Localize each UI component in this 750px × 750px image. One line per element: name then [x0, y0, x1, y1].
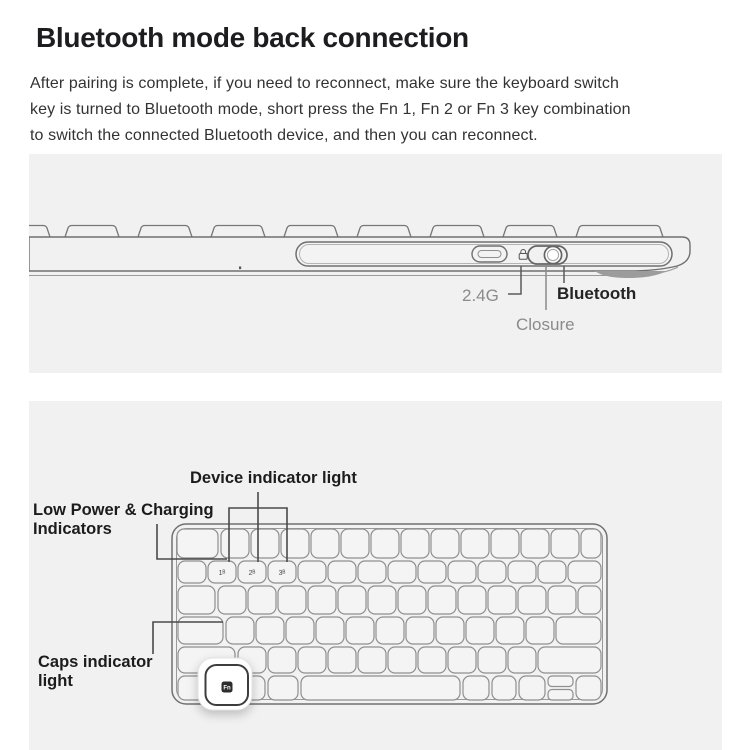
key	[538, 647, 601, 673]
fn-key-callout	[198, 658, 252, 710]
key-arrow-half	[548, 690, 573, 701]
key-label-device-3: 3ᴮ	[278, 570, 286, 577]
key	[461, 529, 489, 558]
key	[178, 586, 215, 614]
intro-line-2: key is turned to Bluetooth mode, short press the Fn 1, Fn 2 or Fn 3 key combination	[30, 101, 631, 118]
keycap-profile	[576, 226, 663, 238]
key	[328, 647, 356, 673]
label-low-power	[33, 501, 214, 539]
keycap-profile	[503, 226, 557, 238]
keycap-profile	[357, 226, 411, 238]
label-bluetooth: Bluetooth	[557, 284, 637, 303]
key	[436, 617, 464, 644]
key	[488, 586, 516, 614]
key	[358, 647, 386, 673]
key	[496, 617, 524, 644]
key	[508, 561, 536, 583]
keycap-profile	[211, 226, 265, 238]
key	[458, 586, 486, 614]
key	[521, 529, 549, 558]
label-2-4g: 2.4G	[462, 286, 499, 305]
label-low-power-line1: Low Power & Charging	[33, 501, 214, 519]
key	[581, 529, 601, 558]
label-low-power-line2: Indicators	[33, 520, 112, 538]
key	[508, 647, 536, 673]
key	[431, 529, 459, 558]
keycap-profile	[284, 226, 338, 238]
key	[418, 647, 446, 673]
key	[311, 529, 339, 558]
key	[338, 586, 366, 614]
fn-key-label: Fn	[223, 685, 231, 692]
key	[568, 561, 601, 583]
key	[268, 647, 296, 673]
key-arrow-half	[548, 676, 573, 687]
keyboard-top-illustration	[29, 401, 722, 750]
intro-line-3: to switch the connected Bluetooth device, and then you can reconnect.	[30, 127, 538, 144]
keycap-profile	[29, 226, 50, 238]
top-view-panel	[29, 401, 722, 750]
label-closure: Closure	[516, 315, 575, 334]
key	[518, 586, 546, 614]
rubber-foot	[595, 271, 666, 278]
key	[226, 617, 254, 644]
key	[556, 617, 601, 644]
key	[478, 647, 506, 673]
key	[298, 647, 326, 673]
key	[358, 561, 386, 583]
key	[371, 529, 399, 558]
page-title: Bluetooth mode back connection	[36, 22, 469, 53]
key	[538, 561, 566, 583]
usb-c-port-icon	[472, 246, 507, 262]
key	[248, 586, 276, 614]
key	[519, 676, 545, 700]
key	[448, 561, 476, 583]
key	[491, 529, 519, 558]
key	[578, 586, 601, 614]
label-caps-indicator	[38, 653, 153, 691]
key	[278, 586, 306, 614]
intro-paragraph	[30, 71, 631, 149]
key	[218, 586, 246, 614]
key	[368, 586, 396, 614]
key	[526, 617, 554, 644]
toggle-switch	[528, 246, 567, 264]
key	[256, 617, 284, 644]
key	[448, 647, 476, 673]
key	[388, 561, 416, 583]
intro-line-1: After pairing is complete, if you need to reconnect, make sure the keyboard switch	[30, 75, 619, 92]
key	[466, 617, 494, 644]
keycap-profile	[65, 226, 119, 238]
key	[551, 529, 579, 558]
key	[398, 586, 426, 614]
surface-dot	[239, 267, 241, 270]
key-label-device-2: 2ᴮ	[248, 570, 256, 577]
key	[316, 617, 344, 644]
key	[388, 647, 416, 673]
key	[401, 529, 429, 558]
key	[286, 617, 314, 644]
key	[376, 617, 404, 644]
key	[548, 586, 576, 614]
key	[308, 586, 336, 614]
label-caps-line1: Caps indicator	[38, 653, 153, 671]
key	[328, 561, 356, 583]
key	[178, 617, 223, 644]
key	[406, 617, 434, 644]
key	[298, 561, 326, 583]
key-label-device-1: 1ᴮ	[218, 570, 226, 577]
keycap-profiles	[29, 226, 663, 238]
key	[418, 561, 446, 583]
key	[463, 676, 489, 700]
keycap-profile	[138, 226, 192, 238]
key	[341, 529, 369, 558]
label-device-indicator: Device indicator light	[190, 469, 357, 487]
key	[576, 676, 601, 700]
side-view-panel	[29, 154, 722, 373]
key	[428, 586, 456, 614]
key	[268, 676, 298, 700]
key	[221, 529, 249, 558]
key	[251, 529, 279, 558]
label-caps-line2: light	[38, 672, 73, 690]
key	[346, 617, 374, 644]
keycap-profile	[430, 226, 484, 238]
key	[301, 676, 460, 700]
keyboard-side-illustration	[29, 154, 722, 373]
key	[478, 561, 506, 583]
key	[492, 676, 516, 700]
key	[281, 529, 309, 558]
key	[178, 561, 206, 583]
